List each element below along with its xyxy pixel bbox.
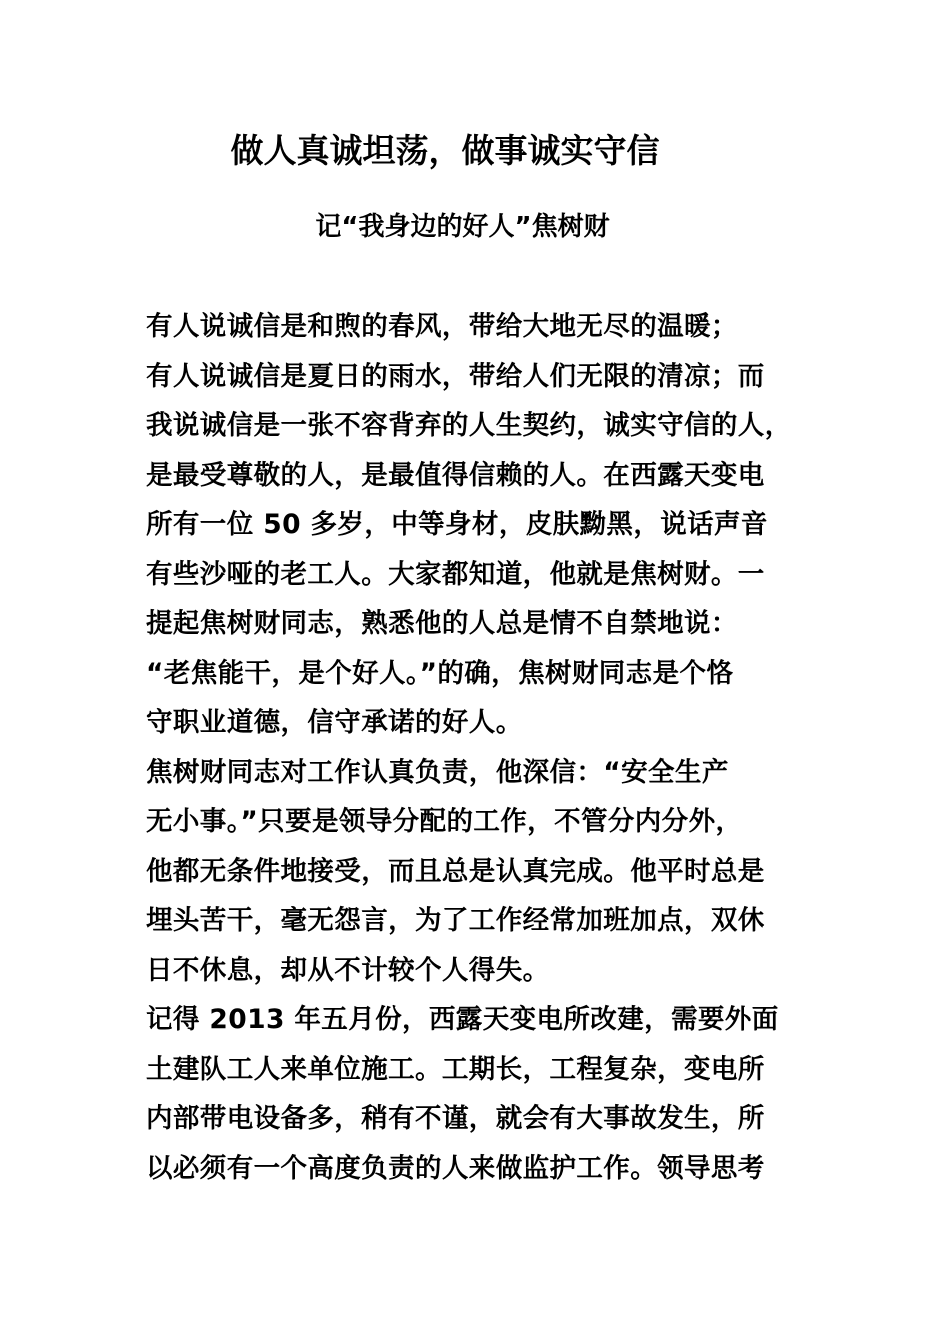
body-line: “老焦能干，是个好人。”的确，焦树财同志是个恪 xyxy=(146,657,734,689)
body-line: 我说诚信是一张不容背弃的人生契约，诚实守信的人， xyxy=(146,410,792,441)
body-line: 日不休息，却从不计较个人得失。 xyxy=(146,954,550,986)
body-line: 提起焦树财同志，熟悉他的人总是情不自禁地说： xyxy=(146,608,738,639)
document-body xyxy=(146,302,836,1193)
body-line: 是最受尊敬的人，是最值得信赖的人。在西露天变电 xyxy=(146,459,765,491)
body-line: 以必须有一个高度负责的人来做监护工作。领导思考 xyxy=(146,1152,765,1184)
body-line: 有人说诚信是和煦的春风，带给大地无尽的温暖； xyxy=(146,311,738,342)
document-title: 做人真诚坦荡，做事诚实守信 xyxy=(230,131,660,170)
body-line: 内部带电设备多，稍有不谨，就会有大事故发生，所 xyxy=(146,1103,765,1134)
body-line: 土建队工人来单位施工。工期长，工程复杂，变电所 xyxy=(146,1053,765,1085)
body-line: 埋头苦干，毫无怨言，为了工作经常加班加点，双休 xyxy=(146,905,765,936)
body-line: 他都无条件地接受，而且总是认真完成。他平时总是 xyxy=(146,855,765,887)
body-line: 无小事。”只要是领导分配的工作，不管分内分外， xyxy=(146,806,743,837)
document-subtitle: 记“我身边的好人”焦树财 xyxy=(315,212,610,242)
body-line: 守职业道德，信守承诺的好人。 xyxy=(146,707,523,738)
body-line: 焦树财同志对工作认真负责，他深信：“安全生产 xyxy=(146,756,729,788)
body-line: 记得 2013 年五月份，西露天变电所改建，需要外面 xyxy=(146,1004,779,1035)
body-line: 所有一位 50 多岁，中等身材，皮肤黝黑，说话声音 xyxy=(146,509,768,540)
body-line: 有人说诚信是夏日的雨水，带给人们无限的清凉；而 xyxy=(146,360,765,392)
body-line: 有些沙哑的老工人。大家都知道，他就是焦树财。一 xyxy=(146,558,765,590)
